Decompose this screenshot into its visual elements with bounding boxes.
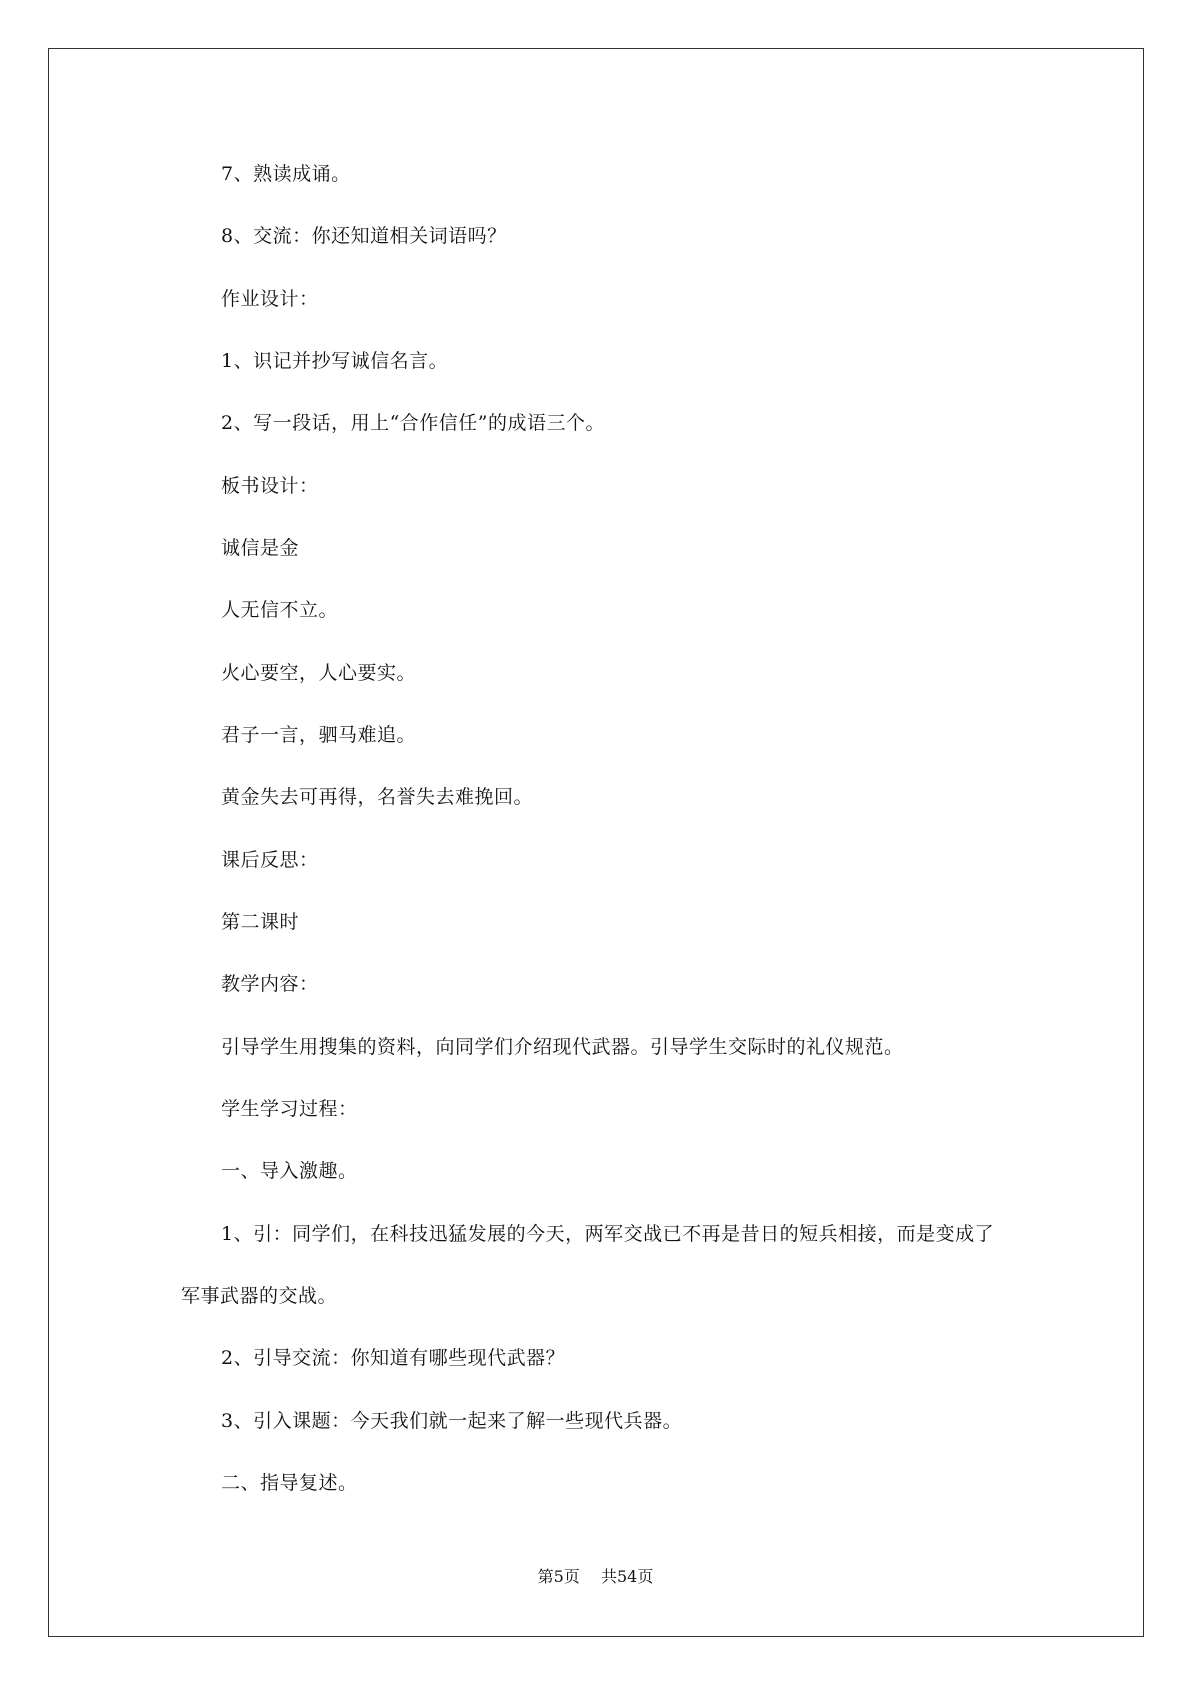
text-line: 2、引导交流：你知道有哪些现代武器？: [221, 1347, 566, 1369]
section-heading: 板书设计：: [221, 475, 319, 497]
page-total: 共54页: [600, 1567, 654, 1586]
text-line: 火心要空，人心要实。: [221, 662, 417, 684]
text-line: 8、交流：你还知道相关词语吗？: [221, 225, 507, 247]
page-border: [48, 48, 1144, 1637]
section-heading: 第二课时: [221, 911, 300, 933]
section-heading: 教学内容：: [221, 973, 319, 995]
text-line: 2、写一段话，用上“合作信任”的成语三个。: [221, 412, 606, 434]
page-number: 第5页: [537, 1567, 580, 1586]
page-footer: [0, 1567, 1191, 1587]
text-line: 1、引：同学们，在科技迅猛发展的今天，两军交战已不再是昔日的短兵相接，而是变成了: [221, 1223, 995, 1245]
section-heading: 学生学习过程：: [221, 1098, 358, 1120]
section-heading: 一、导入激趣。: [221, 1160, 358, 1182]
text-line: 引导学生用搜集的资料，向同学们介绍现代武器。引导学生交际时的礼仪规范。: [221, 1036, 904, 1058]
text-line: 人无信不立。: [221, 599, 339, 621]
text-line: 7、熟读成诵。: [221, 163, 351, 185]
section-heading: 作业设计：: [221, 288, 319, 310]
text-line: 诚信是金: [221, 537, 300, 559]
section-heading: 二、指导复述。: [221, 1472, 358, 1494]
text-line: 君子一言，驷马难追。: [221, 724, 417, 746]
text-line: 1、识记并抄写诚信名言。: [221, 350, 449, 372]
section-heading: 课后反思：: [221, 849, 319, 871]
text-line: 黄金失去可再得，名誉失去难挽回。: [221, 786, 534, 808]
text-line: 军事武器的交战。: [181, 1285, 338, 1307]
text-line: 3、引入课题：今天我们就一起来了解一些现代兵器。: [221, 1410, 683, 1432]
